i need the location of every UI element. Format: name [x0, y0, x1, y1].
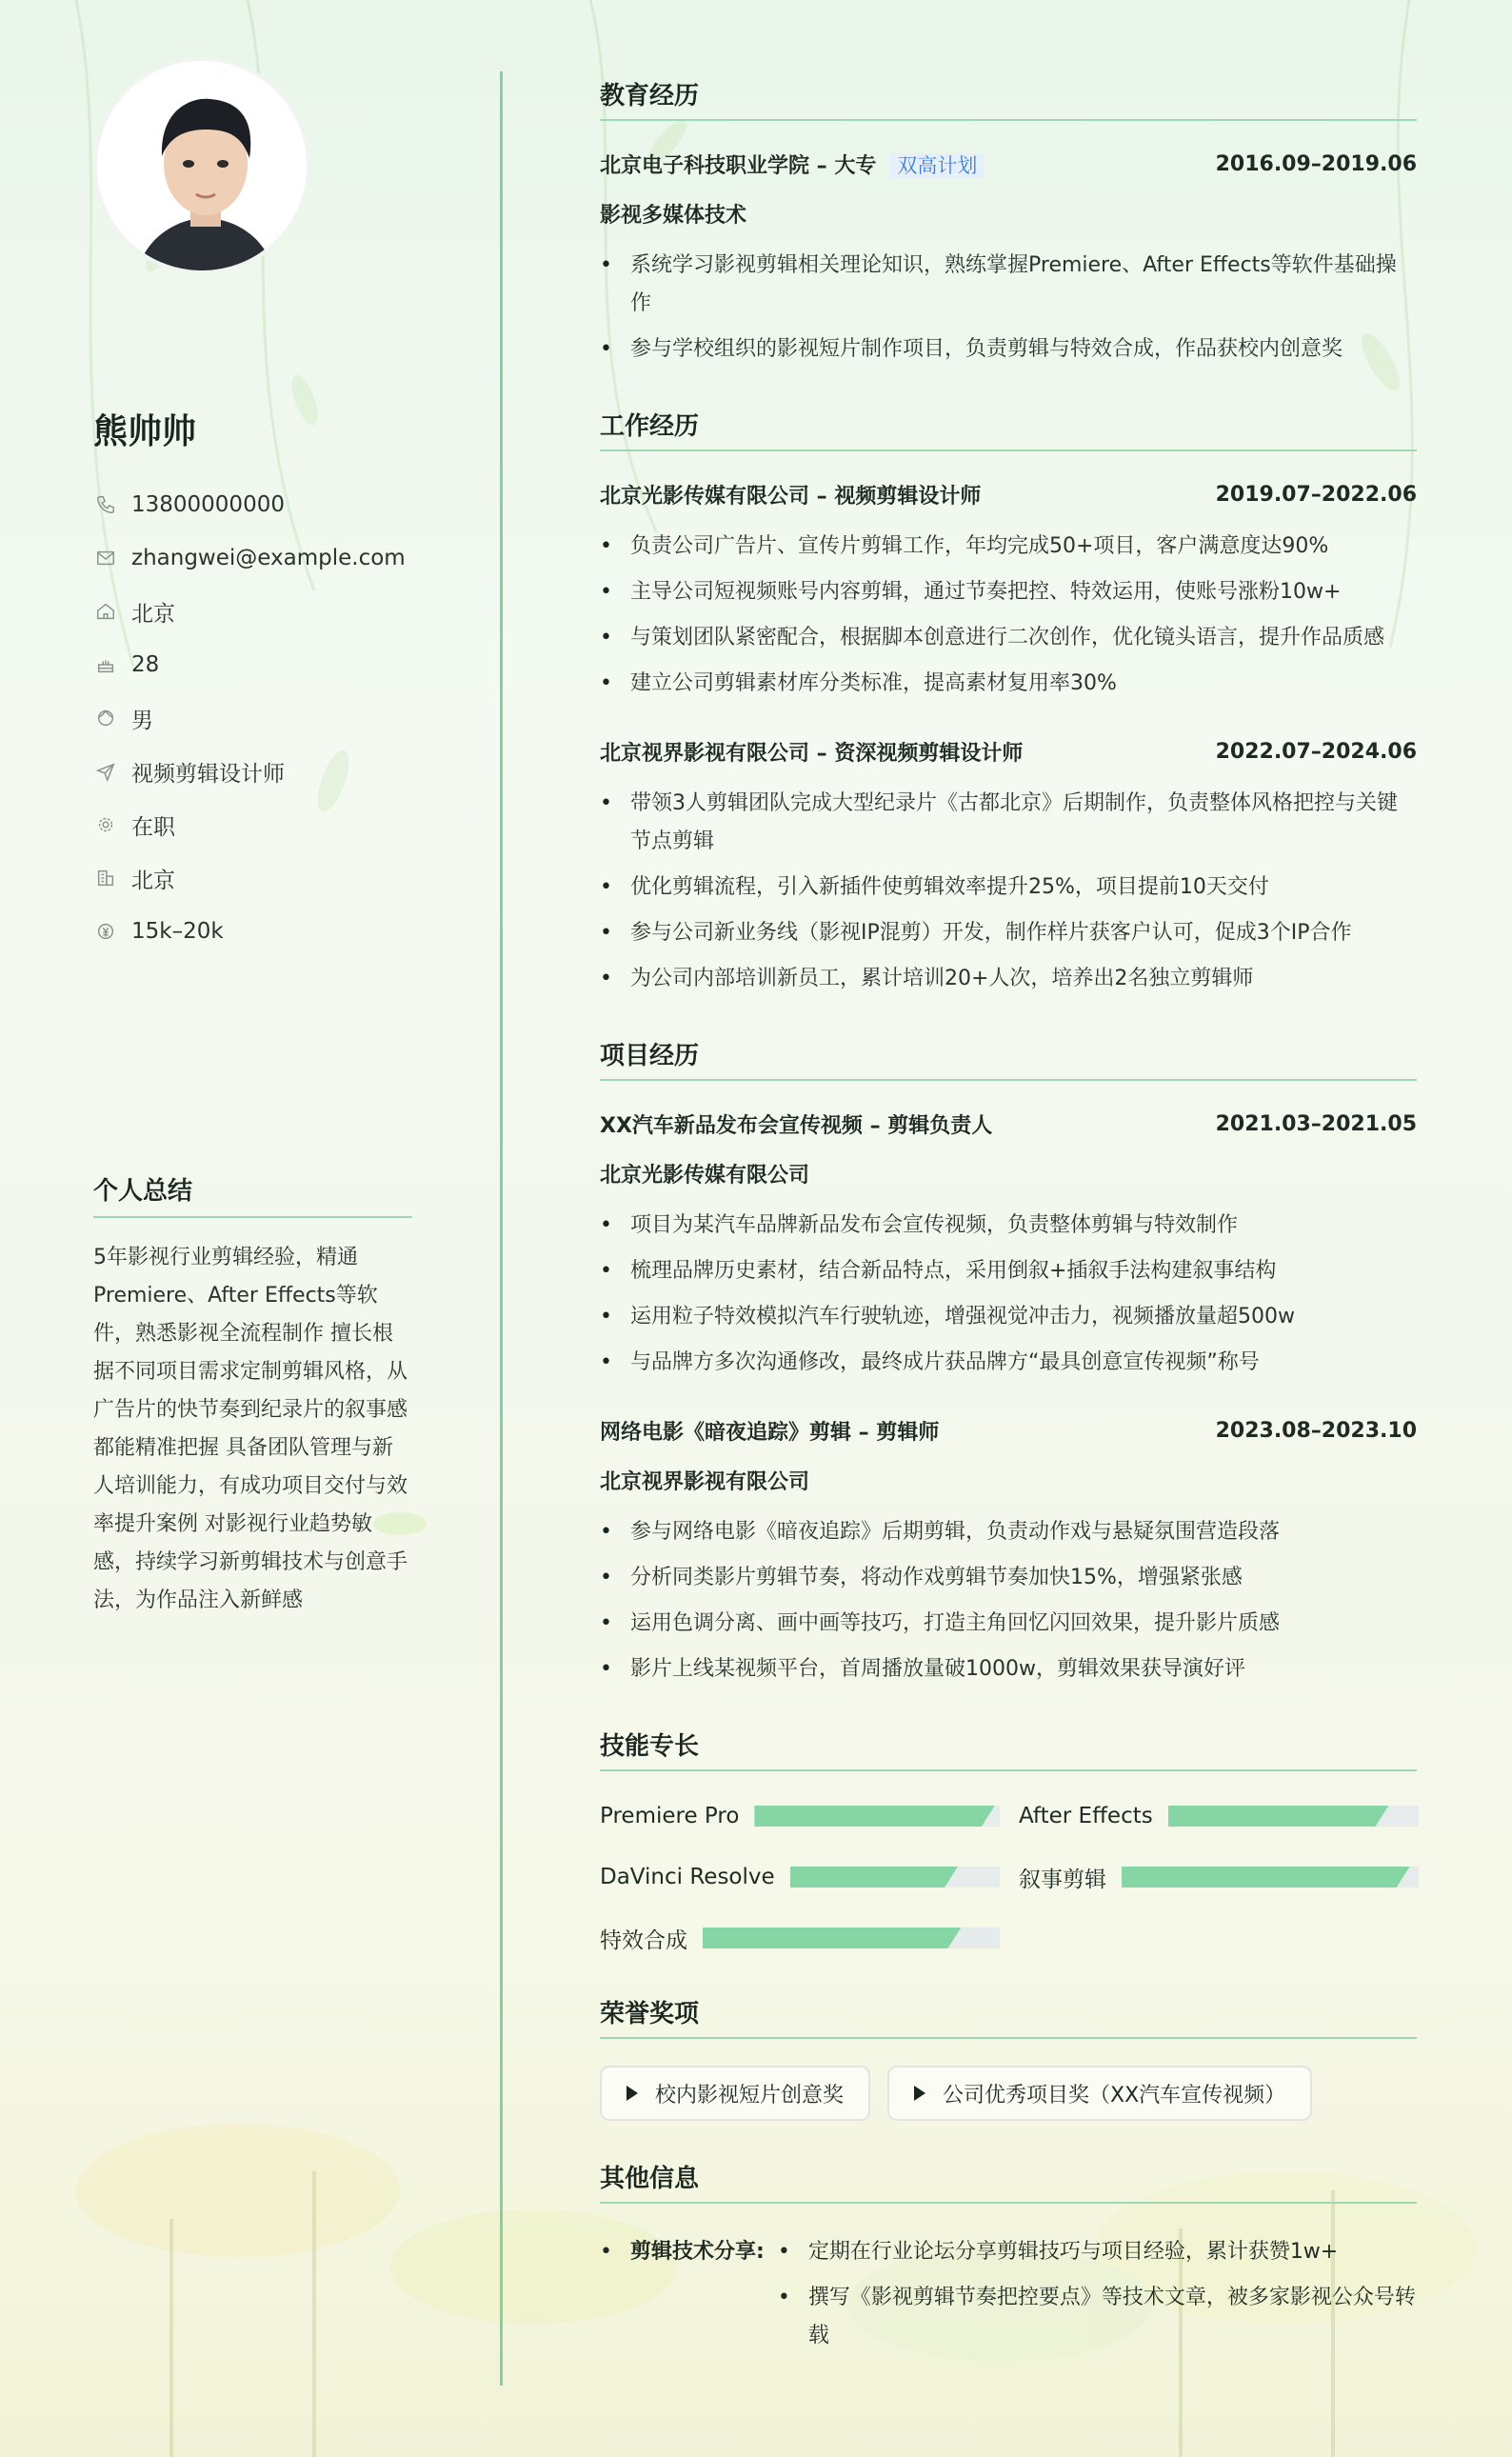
contact-list — [93, 478, 412, 958]
skill-bar-fill — [1122, 1867, 1410, 1888]
list-item: • 系统学习影视剪辑相关理论知识，熟练掌握Premiere、After Effects等软件基础操作 — [600, 247, 1417, 323]
entry-header — [600, 1414, 1417, 1447]
list-item: • 定期在行业论坛分享剪辑技巧与项目经验，累计获赞1w+ — [778, 2233, 1417, 2271]
entry-header — [600, 735, 1417, 768]
summary-text: 5年影视行业剪辑经验，精通Premiere、After Effects等软件，熟悉影视全流程制作 擅长根据不同项目需求定制剪辑风格，从广告片的快节奏到纪录片的叙事感都能精准把握 具备团队管理与新人培训能力，有成功项目交付与效率提升案例 对影视行业趋势敏感，持续学习新剪辑技术与创意手法，为作品注入新鲜感 — [93, 1246, 408, 1612]
entry-tag: 双高计划 — [889, 153, 985, 178]
skill-bar — [754, 1806, 1000, 1827]
contact-position — [93, 745, 412, 798]
entry-header — [600, 148, 1417, 180]
skill-name: Premiere Pro — [600, 1804, 740, 1828]
section-title: 荣誉奖项 — [600, 1994, 1417, 2039]
other-item — [600, 2230, 1417, 2363]
skill-name: DaVinci Resolve — [600, 1865, 775, 1889]
education-section — [600, 76, 1417, 369]
entry-date: 2023.08–2023.10 — [1215, 1418, 1417, 1443]
entry-major: 影视多媒体技术 — [600, 204, 747, 228]
project-entry — [600, 1414, 1417, 1688]
summary-section — [93, 1171, 412, 1620]
entry-date: 2019.07–2022.06 — [1215, 482, 1417, 507]
contact-text: 北京 — [131, 868, 175, 893]
contact-text: 在职 — [131, 814, 175, 840]
contact-text: 北京 — [131, 601, 175, 627]
list-item: • 与策划团队紧密配合，根据脚本创意进行二次创作，优化镜头语言，提升作品质感 — [600, 619, 1417, 657]
skill-name: 特效合成 — [600, 1928, 687, 1953]
contact-status — [93, 798, 412, 851]
skill-bar-fill — [790, 1867, 958, 1888]
work-entry — [600, 478, 1417, 703]
contact-age — [93, 638, 412, 691]
summary-title: 个人总结 — [93, 1171, 412, 1218]
contact-text: 15k–20k — [131, 919, 224, 944]
column-divider — [500, 71, 503, 2386]
skill-bar-fill — [754, 1806, 994, 1827]
entry-bullets — [600, 785, 1417, 998]
entry-date: 2021.03–2021.05 — [1215, 1111, 1417, 1136]
contact-text: zhangwei@example.com — [131, 546, 406, 570]
candidate-name: 熊帅帅 — [93, 412, 197, 451]
list-item: • 与品牌方多次沟通修改，最终成片获品牌方“最具创意宣传视频”称号 — [600, 1344, 1417, 1382]
skill-item — [1019, 1859, 1419, 1895]
entry-org: 网络电影《暗夜追踪》剪辑 – 剪辑师 — [600, 1420, 940, 1445]
entry-company: 北京光影传媒有限公司 — [600, 1164, 810, 1188]
list-item: • 为公司内部培训新员工，累计培训20+人次，培养出2名独立剪辑师 — [600, 960, 1417, 998]
entry-bullets — [600, 247, 1417, 369]
list-item: • 运用色调分离、画中画等技巧，打造主角回忆闪回效果，提升影片质感 — [600, 1605, 1417, 1643]
skill-name: 叙事剪辑 — [1019, 1867, 1106, 1892]
award-chip — [887, 2066, 1312, 2121]
building-icon — [93, 866, 118, 890]
salary-icon — [93, 919, 118, 944]
email-icon — [93, 546, 118, 570]
work-entry — [600, 735, 1417, 998]
entry-header — [600, 1108, 1417, 1140]
avatar — [93, 57, 310, 274]
list-item: • 主导公司短视频账号内容剪辑，通过节奏把控、特效运用，使账号涨粉10w+ — [600, 573, 1417, 611]
list-item: • 参与网络电影《暗夜追踪》后期剪辑，负责动作戏与悬疑氛围营造段落 — [600, 1513, 1417, 1551]
main-content — [600, 76, 1417, 2401]
contact-text: 视频剪辑设计师 — [131, 761, 285, 787]
contact-text: 男 — [131, 708, 153, 733]
entry-company: 北京视界影视有限公司 — [600, 1470, 810, 1494]
gender-icon — [93, 706, 118, 730]
phone-icon — [93, 492, 118, 517]
entry-org: 北京视界影视有限公司 – 资深视频剪辑设计师 — [600, 741, 1024, 766]
section-title: 其他信息 — [600, 2159, 1417, 2204]
other-values — [778, 2230, 1417, 2363]
entry-title-group — [600, 150, 985, 179]
skills-section — [600, 1727, 1417, 1956]
entry-date: 2022.07–2024.06 — [1215, 739, 1417, 764]
list-item: • 分析同类影片剪辑节奏，将动作戏剪辑节奏加快15%，增强紧张感 — [600, 1559, 1417, 1597]
section-title: 项目经历 — [600, 1036, 1417, 1081]
list-item: • 负责公司广告片、宣传片剪辑工作，年均完成50+项目，客户满意度达90% — [600, 528, 1417, 566]
skill-bar-fill — [703, 1928, 961, 1948]
project-entry — [600, 1108, 1417, 1382]
play-icon — [627, 2086, 638, 2101]
contact-location — [93, 585, 412, 638]
entry-org: 北京电子科技职业学院 – 大专 — [600, 153, 877, 178]
skill-bar — [1168, 1806, 1419, 1827]
education-entry — [600, 148, 1417, 369]
section-title: 工作经历 — [600, 407, 1417, 451]
entry-bullets — [600, 528, 1417, 703]
list-item: • 撰写《影视剪辑节奏把控要点》等技术文章，被多家影视公众号转载 — [778, 2279, 1417, 2355]
skill-name: After Effects — [1019, 1804, 1153, 1828]
skill-bar — [1122, 1867, 1419, 1888]
list-item: • 影片上线某视频平台，首周播放量破1000w，剪辑效果获导演好评 — [600, 1650, 1417, 1688]
award-label: 校内影视短片创意奖 — [655, 2083, 845, 2107]
entry-date: 2016.09–2019.06 — [1215, 151, 1417, 176]
contact-gender — [93, 691, 412, 745]
list-item: • 优化剪辑流程，引入新插件使剪辑效率提升25%，项目提前10天交付 — [600, 869, 1417, 907]
contact-phone — [93, 478, 412, 531]
skill-item — [600, 1859, 1000, 1895]
skill-bar-fill — [1168, 1806, 1389, 1827]
avatar-portrait-icon — [97, 61, 310, 274]
section-title: 技能专长 — [600, 1727, 1417, 1771]
section-title: 教育经历 — [600, 76, 1417, 121]
send-icon — [93, 759, 118, 784]
list-item: • 参与公司新业务线（影视IP混剪）开发，制作样片获客户认可，促成3个IP合作 — [600, 914, 1417, 952]
skill-bar — [703, 1928, 1000, 1948]
list-item: • 建立公司剪辑素材库分类标准，提高素材复用率30% — [600, 665, 1417, 703]
awards-list — [600, 2066, 1417, 2121]
award-chip — [600, 2066, 870, 2121]
award-label: 公司优秀项目奖（XX汽车宣传视频） — [943, 2083, 1286, 2107]
sidebar — [93, 57, 412, 1612]
projects-section — [600, 1036, 1417, 1688]
skill-item — [600, 1798, 1000, 1834]
contact-city — [93, 851, 412, 905]
work-section — [600, 407, 1417, 998]
list-item: • 梳理品牌历史素材，结合新品特点，采用倒叙+插叙手法构建叙事结构 — [600, 1252, 1417, 1290]
contact-text: 13800000000 — [131, 492, 285, 517]
entry-bullets — [600, 1207, 1417, 1382]
list-item: • 项目为某汽车品牌新品发布会宣传视频，负责整体剪辑与特效制作 — [600, 1207, 1417, 1245]
contact-salary — [93, 905, 412, 958]
skill-bar — [790, 1867, 1000, 1888]
contact-email — [93, 531, 412, 585]
entry-header — [600, 478, 1417, 510]
play-icon — [914, 2086, 925, 2101]
entry-bullets — [600, 1513, 1417, 1688]
status-icon — [93, 812, 118, 837]
other-key: • 剪辑技术分享: — [630, 2240, 765, 2264]
skills-grid — [600, 1798, 1417, 1956]
cake-icon — [93, 652, 118, 677]
awards-section — [600, 1994, 1417, 2121]
skill-item — [1019, 1798, 1419, 1834]
home-icon — [93, 599, 118, 624]
contact-text: 28 — [131, 652, 160, 677]
list-item: • 参与学校组织的影视短片制作项目，负责剪辑与特效合成，作品获校内创意奖 — [600, 330, 1417, 369]
other-section — [600, 2159, 1417, 2363]
entry-org: 北京光影传媒有限公司 – 视频剪辑设计师 — [600, 484, 982, 509]
other-list — [600, 2230, 1417, 2363]
entry-org: XX汽车新品发布会宣传视频 – 剪辑负责人 — [600, 1113, 993, 1138]
skill-item — [600, 1920, 1000, 1956]
list-item: • 运用粒子特效模拟汽车行驶轨迹，增强视觉冲击力，视频播放量超500w — [600, 1298, 1417, 1336]
list-item: • 带领3人剪辑团队完成大型纪录片《古都北京》后期制作，负责整体风格把控与关键节点剪辑 — [600, 785, 1417, 861]
